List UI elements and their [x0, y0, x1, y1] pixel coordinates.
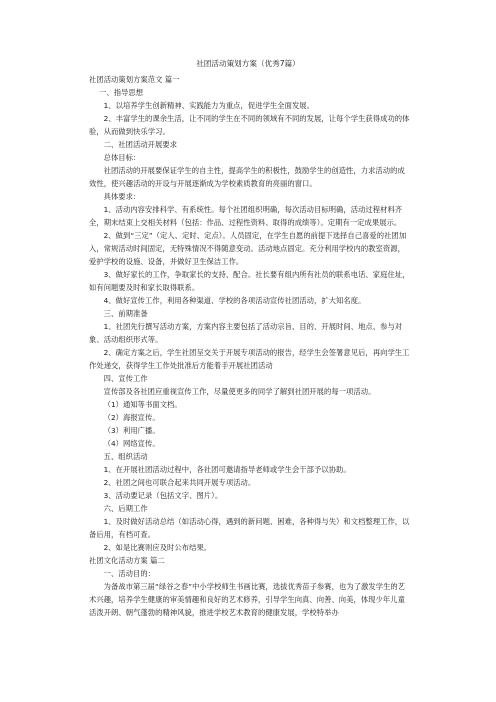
paragraph: 1、社团先行撰写活动方案，方案内容主要包括了活动宗旨、目的、开展时间、地点、参与对象、活动组织形式等。	[89, 322, 403, 344]
paragraph: 社团活动策划方案范文 篇一	[89, 75, 180, 84]
paragraph: 为备战市第三届“绿谷之春”中小学校师生书画比赛，选拔优秀苗子参赛，也为了激发学生的艺术兴趣，培养学生健康的审美情趣和良好的艺术修养，引导学生向真、向善、向美，体现少年儿童活泼开朗、朝气蓬勃的精神风貌，推进学校艺术教育的健康发展，学校特举办	[89, 582, 406, 617]
paragraph: 五、组织活动	[103, 452, 148, 461]
paragraph: 总体目标：	[103, 153, 141, 162]
paragraph: （1）通知等书面文档。	[103, 400, 182, 409]
paragraph: 六、后期工作	[103, 504, 148, 513]
paragraph: 2、做到“三定”（定人、定时、定点）。人员固定，在学生自愿的前提下选择自己喜爱的社团加入，常规活动时间固定，无特殊情况不得随意变动。活动地点固定。充分利用学校内的教室资源，爱护学校的设施、设备，并做好卫生保洁工作。	[89, 231, 407, 266]
paragraph: 二、社团活动开展要求	[103, 140, 178, 149]
paragraph: 1、及时做好活动总结（如活动心得，遇到的新问题、困难，各种得与失）和文档整理工作，以备后用，有档可查。	[89, 517, 410, 539]
paragraph: 宣传部及各社团应重视宣传工作，尽量使更多的同学了解到社团开展的每一项活动。	[103, 387, 376, 396]
document-body	[89, 73, 411, 619]
paragraph: （3）利用广播。	[103, 426, 160, 435]
paragraph: 三、前期准备	[103, 309, 148, 318]
paragraph: 2、社团之间也可联合起来共同开展专项活动。	[103, 478, 256, 487]
paragraph: 2、确定方案之后，学生社团呈交关于开展专项活动的报告，经学生会签署意见后，再向学生工作处递交，获得学生工作处批准后方能着手开展社团活动	[89, 348, 410, 370]
paragraph: 一、活动目的：	[103, 569, 156, 578]
paragraph: 一、指导思想	[99, 88, 144, 97]
paragraph: 1、以培养学生创新精神、实践能力为重点，促进学生全面发展。	[103, 101, 314, 110]
paragraph: 具体要求：	[103, 192, 141, 201]
paragraph: 四、宣传工作	[103, 374, 148, 383]
paragraph: 2、丰富学生的课余生活，让不同的学生在不同的领域有不同的发展，让每个学生获得成功的体验，从而做到快乐学习。	[89, 114, 410, 136]
paragraph: 1、活动内容安排科学、有系统性。每个社团组织明确，每次活动目标明确，活动过程材料齐全，期末结束上交相关材料（包括：作品、过程性资料、取得的成绩等）。定期有一定成果展示。	[89, 205, 403, 227]
document-title: 社团活动策划方案（优秀7篇）	[196, 59, 300, 68]
paragraph: 2、如是比赛则应及时公布结果。	[103, 543, 212, 552]
paragraph: （4）网络宣传。	[103, 439, 160, 448]
paragraph: 3、活动要记录（包括文字、图片）。	[103, 491, 223, 500]
paragraph: 3、做好家长的工作，争取家长的支持、配合。社长要有组内所有社员的联系电话、家庭住址，如有问题要及时和家长取得联系。	[89, 270, 410, 292]
paragraph: 4、做好宣传工作，利用各种渠道、学校的各项活动宣传社团活动，扩大知名度。	[103, 296, 366, 305]
paragraph: 社团文化活动方案 篇二	[89, 556, 165, 565]
paragraph: 社团活动的开展要保证学生的自主性，提高学生的积极性，鼓励学生的创造性，力求活动的成效性，使兴趣活动的开设与开展逐渐成为学校素质教育的亮丽的窗口。	[89, 166, 405, 188]
paragraph: 1、在开展社团活动过程中，各社团可邀请指导老师或学生会干部予以协助。	[103, 465, 351, 474]
paragraph: （2）海报宣传。	[103, 413, 160, 422]
